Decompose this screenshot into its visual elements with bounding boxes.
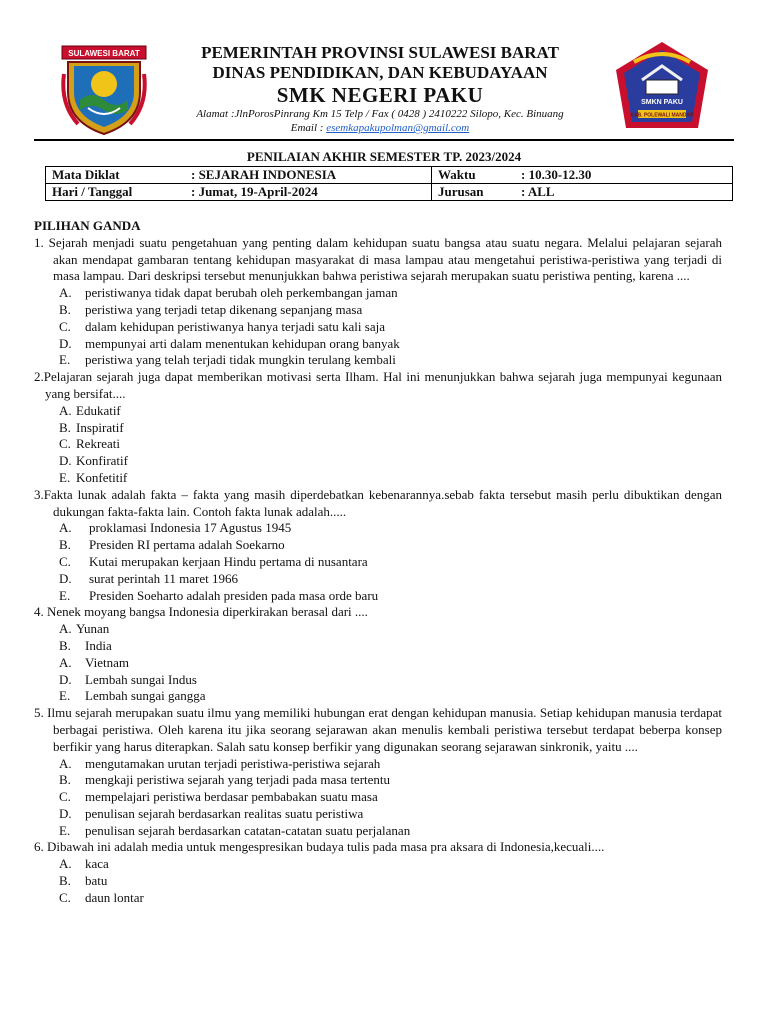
major-value: : ALL [521, 184, 555, 199]
option-item[interactable] [59, 336, 722, 353]
option-text: mengutamakan urutan terjadi peristiwa-peristiwa sejarah [85, 755, 381, 771]
option-text: Rekreati [76, 436, 121, 452]
option-item[interactable] [59, 403, 722, 420]
question-3 [34, 487, 722, 605]
option-letter: A. [59, 654, 72, 670]
option-letter: C. [59, 789, 71, 805]
question-stem: 1. Sejarah menjadi suatu pengetahuan yang penting dalam kehidupan suatu bangsa atau suatu negara. Melalui pelajaran sejarah akan mendapat gambaran tentang kehidupan masyarakat di masa lampau atau mengetahui peristiwa-peristiwa yang terjadi di masa lampau. Dari deskripsi tersebut menunjukkan bahwa peristiwa sejarah merupakan suatu peristiwa penting, karena .... [34, 234, 722, 284]
option-item[interactable] [59, 470, 722, 487]
question-stem: 3.Fakta lunak adalah fakta – fakta yang masih diperdebatkan kebenarannya.sebab fakta tersebut masih perlu dibuktikan dengan dukungan fakta-fakta lain. Contoh fakta lunak adalah..... [34, 486, 722, 519]
option-text: peristiwanya tidak dapat berubah oleh perkembangan jaman [85, 285, 398, 301]
email-line [160, 121, 600, 135]
option-letter: E. [59, 587, 71, 603]
option-letter: C. [59, 436, 71, 452]
option-letter: D. [59, 335, 72, 351]
question-5 [34, 705, 722, 839]
subject-label: Mata Diklat [52, 167, 120, 182]
option-text: Vietnam [85, 654, 129, 670]
table-column-divider [431, 167, 432, 200]
option-letter: C. [59, 553, 71, 569]
option-text: Kutai merupakan kerjaan Hindu pertama di nusantara [89, 553, 368, 569]
option-item[interactable] [59, 319, 722, 336]
option-text: Presiden RI pertama adalah Soekarno [89, 537, 285, 553]
option-item[interactable] [59, 352, 722, 369]
option-text: proklamasi Indonesia 17 Agustus 1945 [89, 520, 292, 536]
option-text: Yunan [76, 621, 110, 637]
option-item[interactable] [59, 823, 722, 840]
option-letter: B. [59, 637, 71, 653]
date-value: : Jumat, 19-April-2024 [191, 184, 318, 199]
option-item[interactable] [59, 420, 722, 437]
option-letter: E. [59, 469, 71, 485]
option-item[interactable] [59, 688, 722, 705]
option-letter: A. [59, 285, 72, 301]
option-list [34, 403, 722, 487]
option-item[interactable] [59, 873, 722, 890]
option-text: mengkaji peristiwa sejarah yang terjadi pada masa tertentu [85, 772, 391, 788]
option-text: Lembah sungai gangga [85, 688, 206, 704]
option-text: penulisan sejarah berdasarkan realitas suatu peristiwa [85, 805, 364, 821]
school-logo [612, 40, 712, 132]
option-item[interactable] [59, 554, 722, 571]
email-link[interactable]: esemkapakupolman@gmail.com [326, 122, 470, 134]
option-item[interactable] [59, 655, 722, 672]
subject-value: : SEJARAH INDONESIA [191, 167, 337, 182]
option-letter: A. [59, 402, 72, 418]
option-item[interactable] [59, 571, 722, 588]
option-letter: B. [59, 873, 71, 889]
option-item[interactable] [59, 453, 722, 470]
option-text: batu [85, 873, 108, 889]
question-stem: 5. Ilmu sejarah merupakan suatu ilmu yang memiliki hubungan erat dengan kehidupan manusia. Setiap kehidupan manusia terdapat berbagai peristiwa. Oleh karena itu jika seorang sejarawan akan menulis kembali peristiwa tersebut terdapat beberpa konsep berfikir yang harus diterapkan. Salah satu konsep berfikir yang digunakan seorang sejarawan sinkronik, yaitu .... [34, 705, 722, 754]
option-text: dalam kehidupan peristiwanya hanya terjadi satu kali saja [85, 318, 385, 334]
option-letter: B. [59, 301, 71, 317]
time-value: : 10.30-12.30 [521, 167, 592, 182]
option-item[interactable] [59, 302, 722, 319]
school-logo-subtext: KAB. POLEWALI MANDAR [630, 112, 694, 119]
option-text: India [85, 637, 112, 653]
option-text: surat perintah 11 maret 1966 [89, 570, 238, 586]
table-row-divider [46, 183, 732, 184]
header-divider [34, 139, 734, 141]
option-item[interactable] [59, 588, 722, 605]
exam-body [34, 218, 722, 907]
option-text: mempunyai arti dalam menentukan kehidupan orang banyak [85, 335, 400, 351]
department-title: DINAS PENDIDIKAN, DAN KEBUDAYAAN [212, 63, 548, 82]
option-item[interactable] [59, 436, 722, 453]
question-6 [34, 839, 722, 906]
option-item[interactable] [59, 621, 722, 638]
option-text: Edukatif [76, 402, 121, 418]
option-item[interactable] [59, 285, 722, 302]
option-text: peristiwa yang terjadi tetap dikenang sepanjang masa [85, 301, 363, 317]
option-list [34, 621, 722, 705]
option-letter: D. [59, 570, 72, 586]
option-item[interactable] [59, 756, 722, 773]
option-letter: D. [59, 453, 72, 469]
option-item[interactable] [59, 890, 722, 907]
option-item[interactable] [59, 537, 722, 554]
option-item[interactable] [59, 520, 722, 537]
option-letter: B. [59, 537, 71, 553]
option-item[interactable] [59, 672, 722, 689]
option-text: Lembah sungai Indus [85, 671, 197, 687]
option-letter: E. [59, 822, 71, 838]
option-list [34, 520, 722, 604]
email-label: Email : [290, 122, 327, 134]
school-address: Alamat :JlnPorosPinrang Km 15 Telp / Fax ( 0428 ) 2410222 Silopo, Kec. Binuang [196, 108, 564, 120]
option-text: penulisan sejarah berdasarkan catatan-catatan suatu perjalanan [85, 822, 411, 838]
option-item[interactable] [59, 789, 722, 806]
question-1 [34, 235, 722, 369]
option-text: mempelajari peristiwa berdasar pembabakan suatu masa [85, 789, 378, 805]
question-stem: 4. Nenek moyang bangsa Indonesia diperkirakan berasal dari .... [34, 604, 368, 620]
option-item[interactable] [59, 772, 722, 789]
question-stem: 2.Pelajaran sejarah juga dapat memberikan motivasi serta Ilham. Hal ini menunjukkan bahwa sejarah juga mempunyai kegunaan yang bersifat.... [34, 369, 722, 401]
option-letter: E. [59, 688, 71, 704]
school-logo-text: SMKN PAKU [641, 99, 683, 106]
option-letter: C. [59, 889, 71, 905]
option-letter: A. [59, 755, 72, 771]
option-letter: A. [59, 621, 72, 637]
option-list [34, 856, 722, 906]
question-stem: 6. Dibawah ini adalah media untuk mengespresikan budaya tulis pada masa pra aksara di Indonesia,kecuali.... [34, 839, 605, 855]
option-text: Inspiratif [76, 419, 124, 435]
province-logo-text: SULAWESI BARAT [68, 49, 140, 58]
option-text: Konfetitif [76, 469, 128, 485]
exam-info-table [45, 166, 733, 201]
option-text: daun lontar [85, 889, 144, 905]
school-name: SMK NEGERI PAKU [276, 83, 484, 107]
option-text: kaca [85, 856, 109, 872]
option-item[interactable] [59, 856, 722, 873]
option-letter: B. [59, 772, 71, 788]
time-label: Waktu [438, 167, 476, 182]
option-letter: A. [59, 520, 72, 536]
option-letter: B. [59, 419, 71, 435]
option-list [34, 756, 722, 840]
option-item[interactable] [59, 638, 722, 655]
option-letter: D. [59, 805, 72, 821]
province-logo [58, 44, 150, 136]
question-4 [34, 604, 722, 705]
option-item[interactable] [59, 806, 722, 823]
date-label: Hari / Tanggal [52, 184, 133, 199]
option-letter: C. [59, 318, 71, 334]
option-letter: A. [59, 856, 72, 872]
option-list [34, 285, 722, 369]
major-label: Jurusan [438, 184, 484, 199]
question-2 [34, 369, 722, 487]
option-text: peristiwa yang telah terjadi tidak mungkin terulang kembali [85, 352, 396, 368]
section-title: PILIHAN GANDA [34, 218, 141, 233]
government-title: PEMERINTAH PROVINSI SULAWESI BARAT [201, 43, 559, 62]
option-text: Presiden Soeharto adalah presiden pada masa orde baru [89, 587, 379, 603]
option-letter: E. [59, 352, 71, 368]
exam-title: PENILAIAN AKHIR SEMESTER TP. 2023/2024 [246, 149, 522, 164]
option-letter: D. [59, 671, 72, 687]
option-text: Konfiratif [76, 453, 128, 469]
